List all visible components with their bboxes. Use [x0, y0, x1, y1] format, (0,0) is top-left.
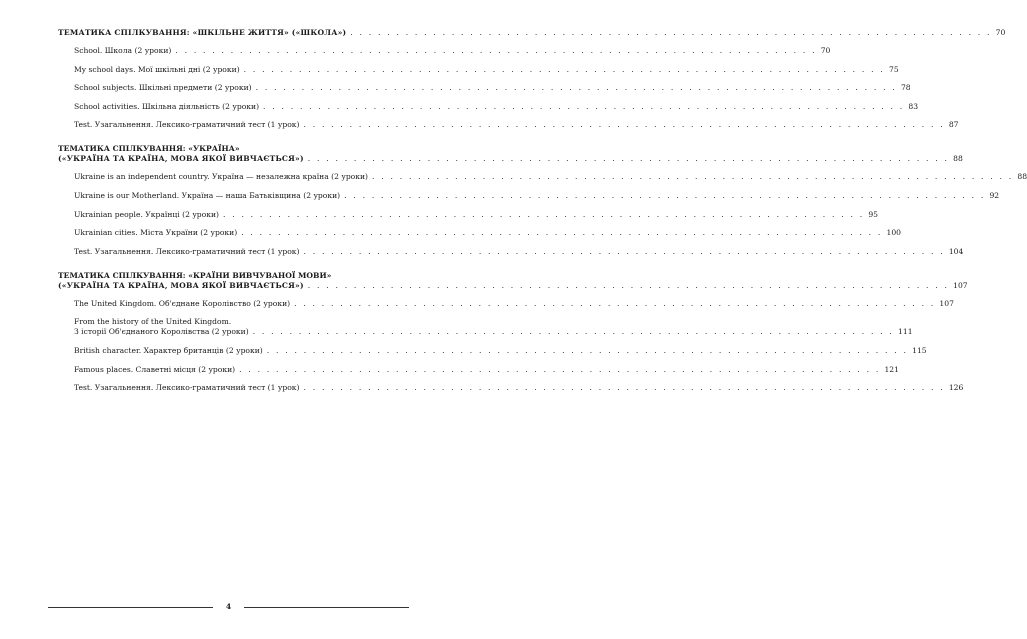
dot-leader: . . . . . . . . . . . . . . . . . . . . . . . . . . . . . . . . . . . . . . . . . . . . . . . . . . . . . . . . . . . . . . . . . . . . . . [263, 101, 905, 111]
toc-entry-row [74, 64, 899, 75]
section-heading-row [58, 154, 963, 164]
toc-entry[interactable] [74, 317, 913, 337]
toc-entry-row [74, 101, 919, 112]
toc-entry-title: School activities. Шкільна діяльність (2 уроки) [74, 101, 260, 111]
dot-leader: . . . . . . . . . . . . . . . . . . . . . . . . . . . . . . . . . . . . . . . . . . . . . . . . . . . . . . . . . . . . . . . . . . . . . . [294, 298, 936, 308]
footer-rule-left [48, 607, 213, 608]
toc-entry-page: 88 [1017, 172, 1027, 182]
toc-section [58, 144, 1027, 256]
toc-entry-page: 95 [868, 209, 878, 219]
toc-entry-page: 107 [939, 298, 954, 308]
toc-entry[interactable] [74, 172, 1027, 182]
dot-leader: . . . . . . . . . . . . . . . . . . . . . . . . . . . . . . . . . . . . . . . . . . . . . . . . . . . . . . . . . . . . . . . . . . . . . . [255, 83, 897, 93]
toc-entry-row [74, 298, 954, 309]
toc-entry-title: Ukraine is an independent country. Україна — незалежна країна (2 уроки) [74, 172, 369, 182]
toc-entry[interactable] [74, 101, 919, 112]
dot-leader: . . . . . . . . . . . . . . . . . . . . . . . . . . . . . . . . . . . . . . . . . . . . . . . . . . . . . . . . . . . . . . . . . . . . . . [303, 246, 945, 256]
section-heading-line1: ТЕМАТИКА СПІЛКУВАННЯ: «УКРАЇНА» [58, 144, 240, 154]
toc-entry-page: 83 [908, 101, 919, 111]
toc-entry-page: 104 [948, 246, 964, 256]
toc-entry-title: My school days. Мої шкільні дні (2 уроки) [74, 64, 240, 74]
toc-entry-title: Ukraine is our Motherland. Україна — наша Батьківщина (2 уроки) [74, 190, 341, 200]
section-heading [58, 270, 968, 291]
section-heading-line2: («УКРАЇНА ТА КРАЇНА, МОВА ЯКОЇ ВИВЧАЄТЬСЯ») [58, 154, 304, 164]
toc-entry-page: 126 [948, 383, 964, 393]
toc-entry-title: British character. Характер британців (2 уроки) [74, 345, 263, 355]
dot-leader: . . . . . . . . . . . . . . . . . . . . . . . . . . . . . . . . . . . . . . . . . . . . . . . . . . . . . . . . . . . . . . . . . . . . . . [372, 172, 1014, 182]
toc-entry-title: School subjects. Шкільні предмети (2 уроки) [74, 83, 252, 93]
toc-entry-title: School. Школа (2 уроки) [74, 46, 172, 55]
toc-entry-title: The United Kingdom. Об'єднане Королівство (2 уроки) [74, 298, 291, 308]
section-heading [58, 28, 1006, 38]
toc-entry-title: Test. Узагальнення. Лексико-граматичний тест (1 урок) [74, 246, 300, 256]
toc-entry[interactable] [74, 190, 1000, 201]
toc-entry-row [74, 83, 911, 93]
section-heading-row [58, 28, 1006, 38]
toc-entry-page: 111 [898, 327, 913, 337]
toc-section [58, 270, 968, 393]
toc-entry-row [74, 228, 902, 238]
toc-entry-title-line1: From the history of the United Kingdom. [74, 317, 232, 327]
toc-entry-page: 115 [912, 345, 927, 355]
toc-entry-row [74, 383, 964, 393]
toc-entry-row [74, 327, 913, 337]
toc-entry-page: 87 [948, 120, 959, 130]
toc-entry[interactable] [74, 246, 964, 257]
toc-entry-page: 92 [989, 190, 1000, 200]
toc-entry-title: З історії Об'єднаного Королівства (2 уроки) [74, 327, 249, 337]
toc-entry-row [74, 120, 959, 130]
dot-leader: . . . . . . . . . . . . . . . . . . . . . . . . . . . . . . . . . . . . . . . . . . . . . . . . . . . . . . . . . . . . . . . . . . . . . . [350, 28, 992, 37]
page-number: 4 [225, 602, 232, 611]
toc-entry-row [74, 190, 1000, 201]
dot-leader: . . . . . . . . . . . . . . . . . . . . . . . . . . . . . . . . . . . . . . . . . . . . . . . . . . . . . . . . . . . . . . . . . . . . . . [266, 345, 909, 355]
toc-entry[interactable] [74, 383, 964, 393]
toc-entry-row [74, 345, 927, 356]
toc-entry-title: Ukrainian cities. Міста України (2 уроки) [74, 228, 238, 238]
toc-entry[interactable] [74, 64, 899, 75]
toc-entry-page: 78 [900, 83, 911, 93]
toc-entry[interactable] [74, 345, 927, 356]
toc-entry[interactable] [74, 298, 954, 309]
toc-entry-row [74, 364, 899, 375]
toc-entry-page: 70 [820, 46, 831, 55]
dot-leader: . . . . . . . . . . . . . . . . . . . . . . . . . . . . . . . . . . . . . . . . . . . . . . . . . . . . . . . . . . . . . . . . . . . . . . [303, 120, 945, 130]
section-heading [58, 144, 963, 164]
section-heading-row [58, 280, 968, 291]
toc-section [58, 28, 1006, 130]
dot-leader: . . . . . . . . . . . . . . . . . . . . . . . . . . . . . . . . . . . . . . . . . . . . . . . . . . . . . . . . . . . . . . . . . . . . . . [223, 209, 865, 219]
section-heading-line2: («УКРАЇНА ТА КРАЇНА, МОВА ЯКОЇ ВИВЧАЄТЬСЯ») [58, 280, 304, 290]
toc-entry-page: 100 [886, 228, 902, 238]
toc-entry-row [74, 209, 878, 220]
dot-leader: . . . . . . . . . . . . . . . . . . . . . . . . . . . . . . . . . . . . . . . . . . . . . . . . . . . . . . . . . . . . . . . . . . . . . . [307, 154, 950, 164]
section-heading-line1: ТЕМАТИКА СПІЛКУВАННЯ: «ШКІЛЬНЕ ЖИТТЯ» («ШКОЛА») [58, 28, 347, 37]
toc-entry-title: Ukrainian people. Українці (2 уроки) [74, 209, 219, 219]
dot-leader: . . . . . . . . . . . . . . . . . . . . . . . . . . . . . . . . . . . . . . . . . . . . . . . . . . . . . . . . . . . . . . . . . . . . . . [243, 64, 885, 74]
section-page-number: 70 [995, 28, 1006, 37]
page-footer [48, 602, 409, 612]
section-page-number: 107 [953, 280, 968, 290]
toc-entry-title: Test. Узагальнення. Лексико-граматичний тест (1 урок) [74, 120, 300, 130]
toc-entry[interactable] [74, 228, 902, 238]
toc-entry[interactable] [74, 209, 878, 220]
dot-leader: . . . . . . . . . . . . . . . . . . . . . . . . . . . . . . . . . . . . . . . . . . . . . . . . . . . . . . . . . . . . . . . . . . . . . . [303, 383, 945, 393]
toc-entry-row [74, 46, 831, 56]
toc-entry-title: Famous places. Славетні місця (2 уроки) [74, 364, 236, 374]
toc-entry-page: 75 [888, 64, 899, 74]
dot-leader: . . . . . . . . . . . . . . . . . . . . . . . . . . . . . . . . . . . . . . . . . . . . . . . . . . . . . . . . . . . . . . . . . . . . . . [175, 46, 817, 55]
toc-entry-row [74, 246, 964, 257]
dot-leader: . . . . . . . . . . . . . . . . . . . . . . . . . . . . . . . . . . . . . . . . . . . . . . . . . . . . . . . . . . . . . . . . . . . . . . [344, 190, 986, 200]
toc-entry[interactable] [74, 364, 899, 375]
toc-entry-title: Test. Узагальнення. Лексико-граматичний тест (1 урок) [74, 383, 300, 393]
dot-leader: . . . . . . . . . . . . . . . . . . . . . . . . . . . . . . . . . . . . . . . . . . . . . . . . . . . . . . . . . . . . . . . . . . . . . . [252, 327, 895, 337]
toc-entry[interactable] [74, 46, 831, 56]
toc-entry-row [74, 172, 1027, 182]
toc-entry[interactable] [74, 120, 959, 130]
dot-leader: . . . . . . . . . . . . . . . . . . . . . . . . . . . . . . . . . . . . . . . . . . . . . . . . . . . . . . . . . . . . . . . . . . . . . . [239, 364, 881, 374]
toc-entry-page: 121 [884, 364, 899, 374]
dot-leader: . . . . . . . . . . . . . . . . . . . . . . . . . . . . . . . . . . . . . . . . . . . . . . . . . . . . . . . . . . . . . . . . . . . . . . [241, 228, 883, 238]
table-of-contents [58, 28, 1027, 407]
toc-entry[interactable] [74, 83, 911, 93]
footer-rule-right [244, 607, 409, 608]
section-page-number: 88 [953, 154, 963, 164]
section-heading-line1: ТЕМАТИКА СПІЛКУВАННЯ: «КРАЇНИ ВИВЧУВАНОЇ МОВИ» [58, 270, 332, 280]
dot-leader: . . . . . . . . . . . . . . . . . . . . . . . . . . . . . . . . . . . . . . . . . . . . . . . . . . . . . . . . . . . . . . . . . . . . . . [307, 280, 950, 290]
